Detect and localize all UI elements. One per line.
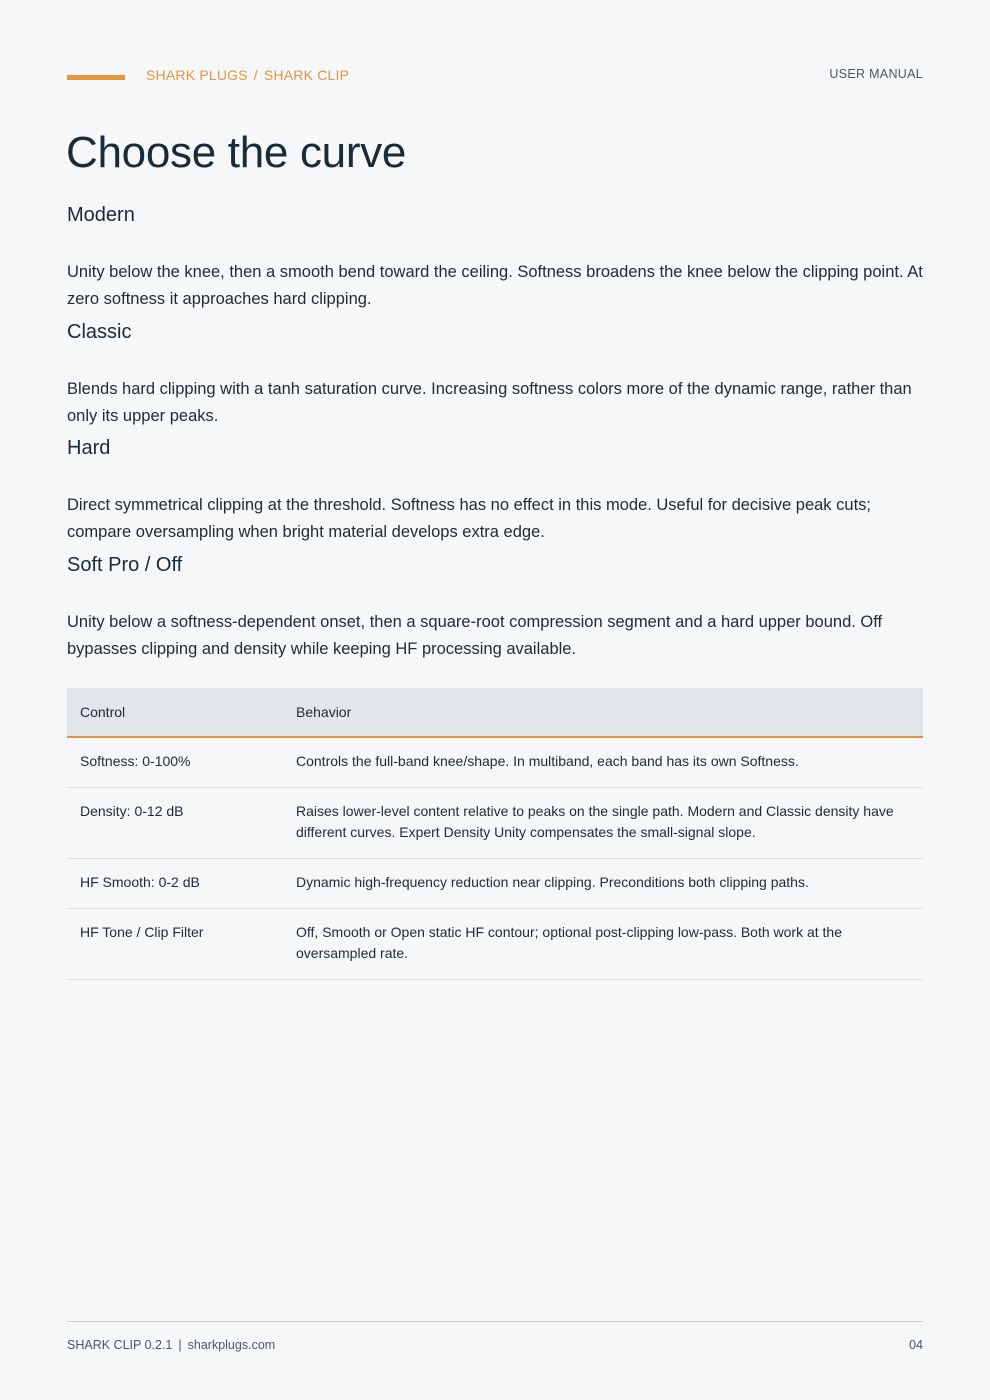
section-body: Unity below a softness-dependent onset, then a square-root compression segment and a hard upper bound. Off bypasses clipping and density while keeping HF processing available. bbox=[67, 613, 883, 658]
section-heading: Hard bbox=[67, 437, 111, 459]
cell-behavior: Off, Smooth or Open static HF contour; optional post-clipping low-pass. Both work at the oversampled rate. bbox=[283, 909, 923, 980]
accent-bar bbox=[67, 75, 125, 80]
cell-control: Density: 0-12 dB bbox=[67, 788, 283, 859]
document-type-label: USER MANUAL bbox=[829, 67, 923, 81]
column-header-control: Control bbox=[67, 688, 283, 737]
section-classic bbox=[67, 319, 923, 429]
breadcrumb bbox=[146, 67, 349, 83]
controls-table bbox=[67, 688, 923, 980]
section-body: Direct symmetrical clipping at the threshold. Softness has no effect in this mode. Useful for decisive peak cuts; compare oversampling when bright material develops extra edge. bbox=[67, 496, 871, 541]
page-number: 04 bbox=[909, 1338, 923, 1352]
cell-behavior: Dynamic high-frequency reduction near clipping. Preconditions both clipping paths. bbox=[283, 859, 923, 909]
page-header bbox=[67, 66, 923, 86]
footer-info bbox=[67, 1338, 275, 1352]
section-body: Blends hard clipping with a tanh saturation curve. Increasing softness colors more of the dynamic range, rather than only its upper peaks. bbox=[67, 380, 912, 425]
section-heading: Classic bbox=[67, 321, 132, 343]
page-title: Choose the curve bbox=[66, 128, 407, 177]
breadcrumb-item-product[interactable]: SHARK CLIP bbox=[263, 67, 350, 83]
breadcrumb-separator: / bbox=[253, 67, 258, 83]
footer-product-version: SHARK CLIP 0.2.1 bbox=[67, 1338, 173, 1352]
table-row bbox=[67, 859, 923, 909]
footer-separator: | bbox=[178, 1338, 182, 1352]
section-hard bbox=[67, 435, 923, 545]
table-header-row bbox=[67, 688, 923, 737]
breadcrumb-item-brand[interactable]: SHARK PLUGS bbox=[146, 67, 248, 83]
section-modern bbox=[67, 202, 923, 312]
cell-control: Softness: 0-100% bbox=[67, 737, 283, 788]
cell-control: HF Smooth: 0-2 dB bbox=[67, 859, 283, 909]
section-heading: Soft Pro / Off bbox=[67, 554, 183, 576]
footer-website-link[interactable]: sharkplugs.com bbox=[187, 1338, 276, 1352]
section-soft-pro-off bbox=[67, 552, 923, 662]
cell-control: HF Tone / Clip Filter bbox=[67, 909, 283, 980]
table-row bbox=[67, 909, 923, 980]
cell-behavior: Controls the full-band knee/shape. In multiband, each band has its own Softness. bbox=[283, 737, 923, 788]
table-row bbox=[67, 788, 923, 859]
page-footer bbox=[67, 1321, 923, 1361]
column-header-behavior: Behavior bbox=[283, 688, 923, 737]
section-body: Unity below the knee, then a smooth bend toward the ceiling. Softness broadens the knee below the clipping point. At zero softness it approaches hard clipping. bbox=[67, 263, 923, 308]
table-row bbox=[67, 737, 923, 788]
section-heading: Modern bbox=[67, 204, 135, 226]
cell-behavior: Raises lower-level content relative to peaks on the single path. Modern and Classic density have different curves. Expert Density Unity compensates the small-signal slope. bbox=[283, 788, 923, 859]
